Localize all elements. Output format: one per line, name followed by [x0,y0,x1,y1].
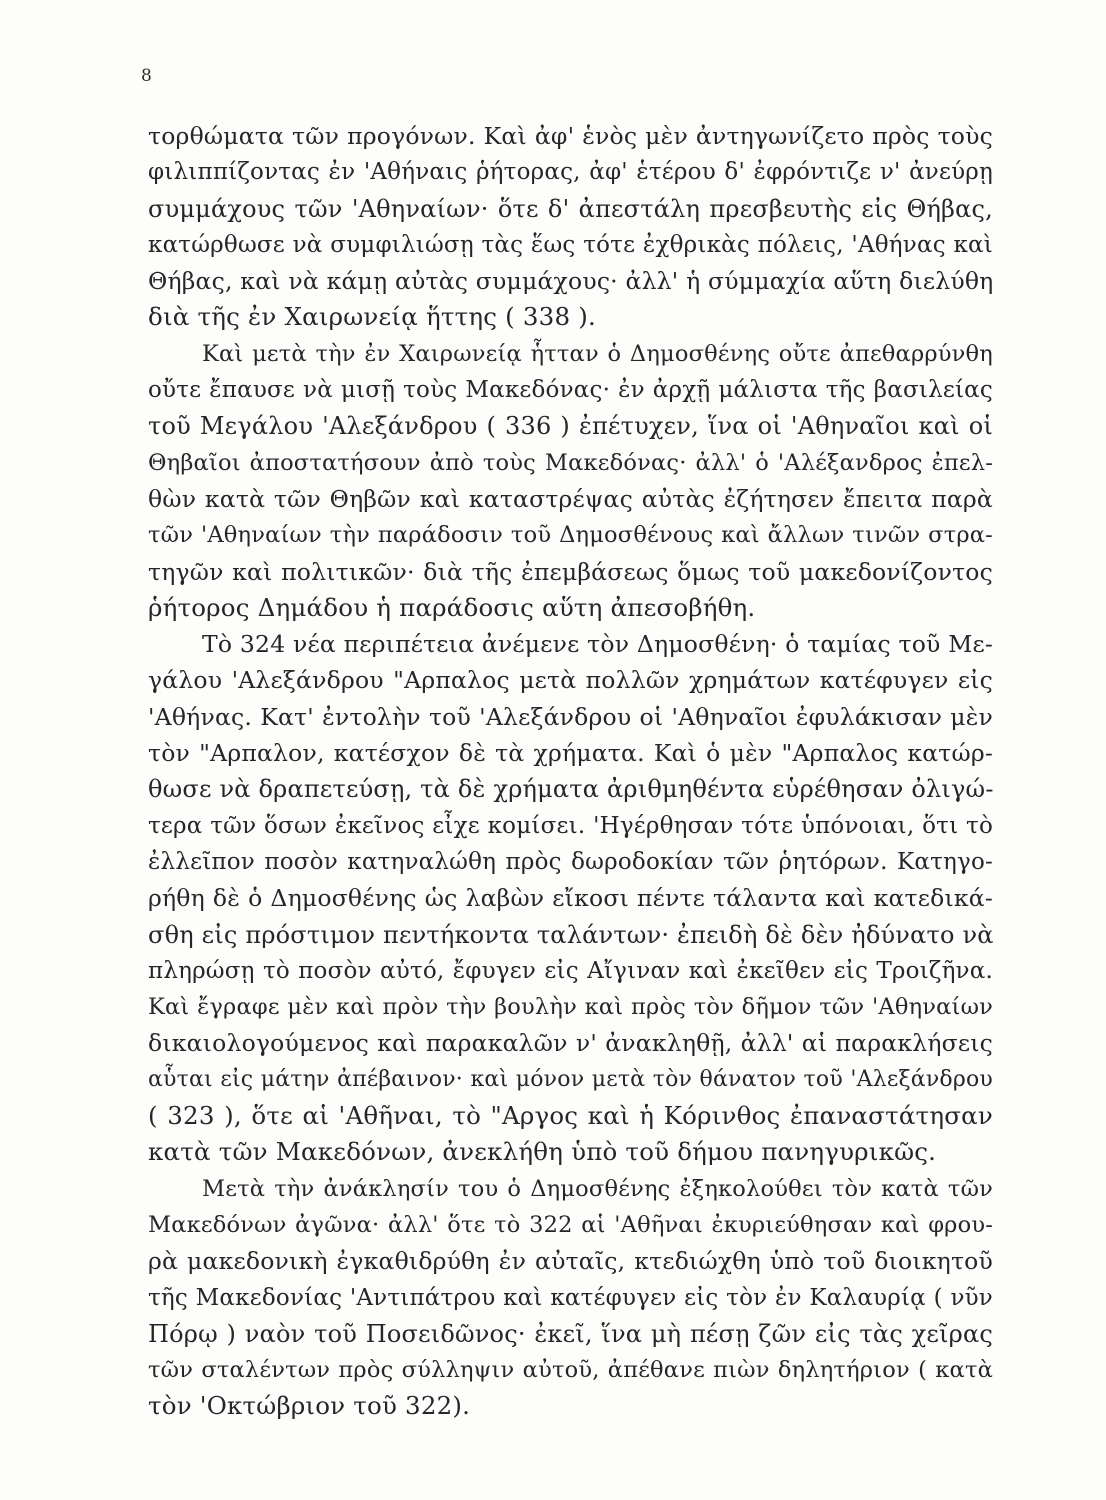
text-line: ρήθη δὲ ὁ Δημοσθένης ὡς λαβὼν εἴκοσι πέντε τάλαντα καὶ κατεδικά- [148,884,993,913]
text-line: φιλιππίζοντας ἐν 'Αθήναις ῥήτορας, ἀφ' ἑτέρου δ' ἐφρόντιζε ν' ἀνεύρῃ [148,159,993,186]
text-line: τὸν 'Οκτώβριον τοῦ 322). [148,1391,471,1421]
text-line: Καὶ ἔγραφε μὲν καὶ πρὸν τὴν βουλὴν καὶ πρὸς τὸν δῆμον τῶν 'Αθηναίων [148,994,993,1021]
text-line: τερα τῶν ὅσων ἐκεῖνος εἶχε κομίσει. 'Ηγέρθησαν τότε ὑπόνοιαι, ὅτι τὸ [148,812,993,839]
text-line: Μακεδόνων ἀγῶνα· ἀλλ' ὅτε τὸ 322 αἱ 'Αθῆναι ἐκυριεύθησαν καὶ φρου- [148,1211,993,1238]
text-line: ἐλλεῖπον ποσὸν κατηναλώθη πρὸς δωροδοκίαν τῶν ῥητόρων. Κατηγο- [148,848,993,875]
text-line: οὔτε ἔπαυσε νὰ μισῇ τοὺς Μακεδόνας· ἐν ἀρχῇ μάλιστα τῆς βασιλείας [148,377,993,404]
text-line: δικαιολογούμενος καὶ παρακαλῶν ν' ἀνακληθῇ, ἀλλ' αἱ παρακλήσεις [148,1029,993,1058]
text-line: γάλου 'Αλεξάνδρου "Αρπαλος μετὰ πολλῶν χρημάτων κατέφυγεν εἰς [148,666,993,695]
text-line: ( 323 ), ὅτε αἱ 'Αθῆναι, τὸ "Αργος καὶ ἡ Κόρινθος ἐπαναστάτησαν [148,1101,993,1131]
text-line: τοῦ Μεγάλου 'Αλεξάνδρου ( 336 ) ἐπέτυχεν, ἵνα οἱ 'Αθηναῖοι καὶ οἱ [148,412,993,441]
text-line: Καὶ μετὰ τὴν ἐν Χαιρωνείᾳ ἧτταν ὁ Δημοσθένης οὔτε ἀπεθαρρύνθη [202,340,993,367]
text-line: σθη εἰς πρόστιμον πεντήκοντα ταλάντων· ἐπειδὴ δὲ δὲν ἠδύνατο νὰ [148,920,994,949]
text-line: τῶν σταλέντων πρὸς σύλληψιν αὐτοῦ, ἀπέθανε πιὼν δηλητήριον ( κατὰ [148,1357,993,1384]
text-line: συμμάχους τῶν 'Αθηναίων· ὅτε δ' ἀπεστάλη πρεσβευτὴς εἰς Θήβας, [148,194,993,223]
text-line: αὗται εἰς μάτην ἀπέβαινον· καὶ μόνον μετὰ τὸν θάνατον τοῦ 'Αλεξάνδρου [148,1066,993,1092]
text-line: Θηβαῖοι ἀποστατήσουν ἀπὸ τοὺς Μακεδόνας· ἀλλ' ὁ 'Αλέξανδρος ἐπελ- [148,449,993,476]
text-line: ρὰ μακεδονικὴ ἐγκαθιδρύθη ἐν αὐταῖς, κτεδιώχθη ὑπὸ τοῦ διοικητοῦ [148,1247,993,1276]
text-line: κατὰ τῶν Μακεδόνων, ἀνεκλήθη ὑπὸ τοῦ δήμου πανηγυρικῶς. [148,1137,937,1167]
text-line: τὸν "Αρπαλον, κατέσχον δὲ τὰ χρήματα. Καὶ ὁ μὲν "Αρπαλος κατώρ- [148,739,993,768]
text-line: κατώρθωσε νὰ συμφιλιώσῃ τὰς ἕως τότε ἐχθρικὰς πόλεις, 'Αθήνας καὶ [148,231,993,258]
text-line: Μετὰ τὴν ἀνάκλησίν του ὁ Δημοσθένης ἐξηκολούθει τὸν κατὰ τῶν [202,1175,993,1202]
body-text [148,118,993,1425]
text-line: πληρώσῃ τὸ ποσὸν αὐτό, ἔφυγεν εἰς Αἴγιναν καὶ ἐκεῖθεν εἰς Τροιζῆνα. [148,957,993,984]
text-line: Τὸ 324 νέα περιπέτεια ἀνέμενε τὸν Δημοσθένη· ὁ ταμίας τοῦ Με- [202,630,993,659]
text-line: Θήβας, καὶ νὰ κάμῃ αὐτὰς συμμάχους· ἀλλ' ἡ σύμμαχία αὕτη διελύθη [148,267,994,296]
text-line: τορθώματα τῶν προγόνων. Καὶ ἀφ' ἑνὸς μὲν ἀντηγωνίζετο πρὸς τοὺς [148,122,993,150]
text-line: ῥήτορος Δημάδου ἡ παράδοσις αὕτη ἀπεσοβήθη. [148,592,756,622]
text-line: θωσε νὰ δραπετεύσῃ, τὰ δὲ χρήματα ἀριθμηθέντα εὑρέθησαν ὀλιγώ- [148,775,994,804]
text-line: θὼν κατὰ τῶν Θηβῶν καὶ καταστρέψας αὐτὰς ἐζήτησεν ἔπειτα παρὰ [148,484,993,513]
text-line: τῆς Μακεδονίας 'Αντιπάτρου καὶ κατέφυγεν εἰς τὸν ἐν Καλαυρίᾳ ( νῦν [148,1284,993,1311]
text-line: τηγῶν καὶ πολιτικῶν· διὰ τῆς ἐπεμβάσεως ὅμως τοῦ μακεδονίζοντος [148,557,993,586]
text-line: 'Αθήνας. Κατ' ἐντολὴν τοῦ 'Αλεξάνδρου οἱ 'Αθηναῖοι ἐφυλάκισαν μὲν [148,702,993,731]
page-number: 8 [141,66,152,86]
text-line: τῶν 'Αθηναίων τὴν παράδοσιν τοῦ Δημοσθένους καὶ ἄλλων τινῶν στρα- [148,522,993,549]
text-line: διὰ τῆς ἐν Χαιρωνείᾳ ἥττης ( 338 ). [148,302,596,332]
text-line: Πόρῳ ) ναὸν τοῦ Ποσειδῶνος· ἐκεῖ, ἵνα μὴ πέσῃ ζῶν εἰς τὰς χεῖρας [148,1319,993,1348]
